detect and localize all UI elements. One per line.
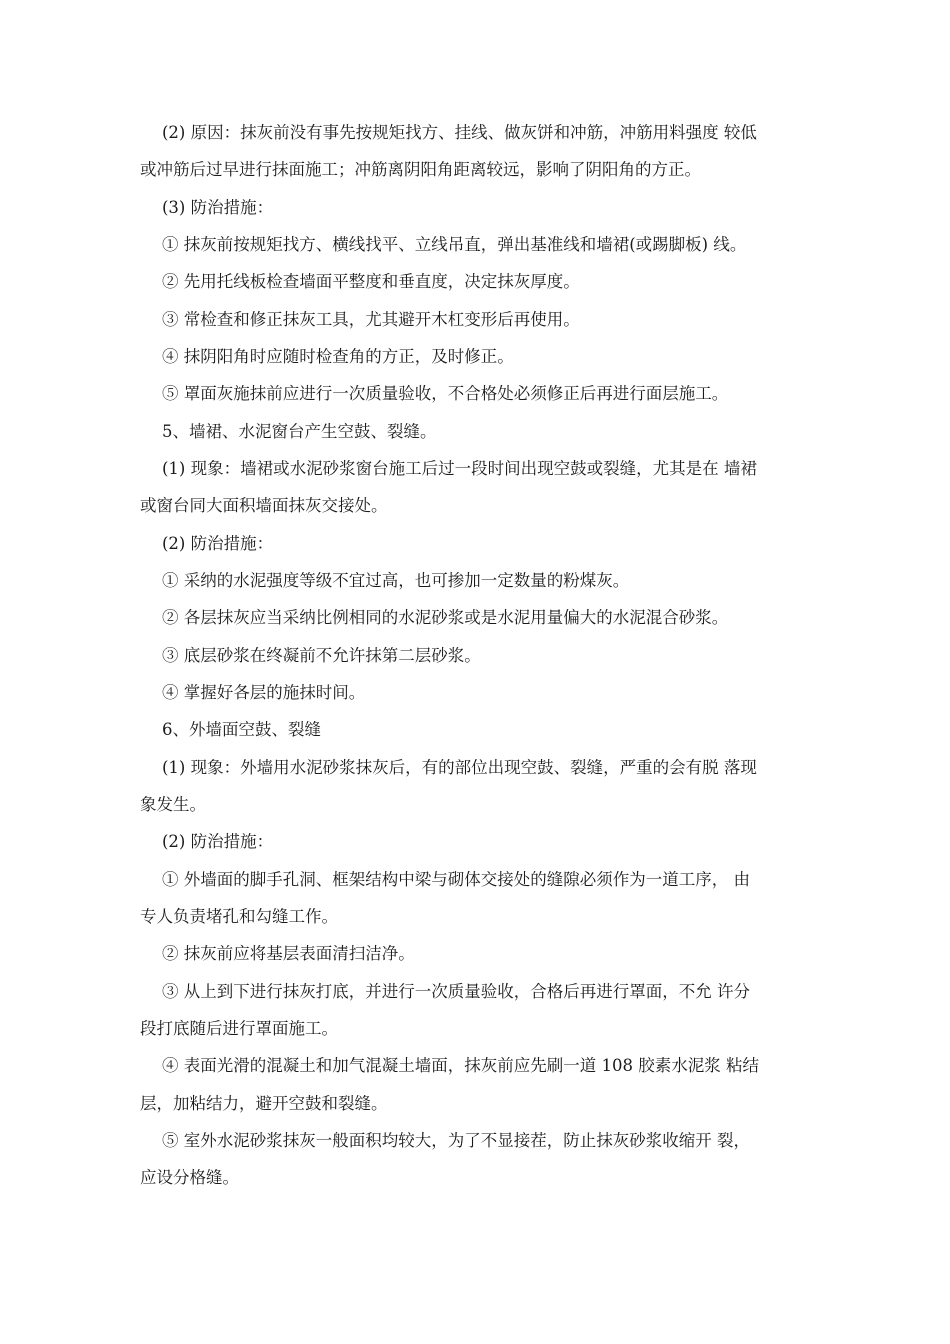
list-item xyxy=(140,226,820,263)
text-line xyxy=(140,749,820,786)
list-item xyxy=(140,338,820,375)
line-text: 或冲筋后过早进行抹面施工；冲筋离阴阳角距离较远，影响了阴阳角的方正。 xyxy=(140,160,701,179)
line-text: 层，加粘结力，避开空鼓和裂缝。 xyxy=(140,1094,388,1113)
text-line xyxy=(140,450,820,487)
list-item xyxy=(140,562,820,599)
line-text: ② 各层抹灰应当采纳比例相同的水泥砂浆或是水泥用量偏大的水泥混合砂浆。 xyxy=(162,608,729,627)
line-text: 段打底随后进行罩面施工。 xyxy=(140,1019,338,1038)
list-item xyxy=(140,263,820,300)
line-text: (2) 原因：抹灰前没有事先按规矩找方、挂线、做灰饼和冲筋，冲筋用料强度 较低 xyxy=(162,123,757,142)
line-text: ④ 抹阴阳角时应随时检查角的方正，及时修正。 xyxy=(162,347,514,366)
text-line xyxy=(140,151,820,188)
text-line xyxy=(140,786,820,823)
line-text: (3) 防治措施： xyxy=(162,198,274,217)
section-heading xyxy=(140,413,820,450)
text-line xyxy=(140,1010,820,1047)
text-line xyxy=(140,1159,820,1196)
section-heading xyxy=(140,189,820,226)
line-text: 或窗台同大面积墙面抹灰交接处。 xyxy=(140,496,388,515)
list-item xyxy=(140,301,820,338)
line-text: (2) 防治措施： xyxy=(162,832,274,851)
list-item xyxy=(140,1122,820,1159)
text-line xyxy=(140,1085,820,1122)
line-text: ⑤ 罩面灰施抹前应进行一次质量验收，不合格处必须修正后再进行面层施工。 xyxy=(162,384,729,403)
text-line xyxy=(140,487,820,524)
list-item xyxy=(140,935,820,972)
list-item xyxy=(140,375,820,412)
text-line xyxy=(140,114,820,151)
line-text: ① 采纳的水泥强度等级不宜过高，也可掺加一定数量的粉煤灰。 xyxy=(162,571,630,590)
line-text: ④ 表面光滑的混凝土和加气混凝土墙面，抹灰前应先刷一道 108 胶素水泥浆 粘结 xyxy=(162,1056,759,1075)
line-text: ④ 掌握好各层的施抹时间。 xyxy=(162,683,366,702)
section-heading xyxy=(140,525,820,562)
list-item xyxy=(140,973,820,1010)
line-text: ② 抹灰前应将基层表面清扫洁净。 xyxy=(162,944,415,963)
line-text: ② 先用托线板检查墙面平整度和垂直度，决定抹灰厚度。 xyxy=(162,272,580,291)
section-heading xyxy=(140,823,820,860)
line-text: (1) 现象：外墙用水泥砂浆抹灰后，有的部位出现空鼓、裂缝，严重的会有脱 落现 xyxy=(162,758,757,777)
list-item xyxy=(140,1047,820,1084)
line-text: 象发生。 xyxy=(140,795,206,814)
line-text: 应设分格缝。 xyxy=(140,1168,239,1187)
line-text: (1) 现象：墙裙或水泥砂浆窗台施工后过一段时间出现空鼓或裂缝，尤其是在 墙裙 xyxy=(162,459,757,478)
text-line xyxy=(140,898,820,935)
line-text: ⑤ 室外水泥砂浆抹灰一般面积均较大，为了不显接茬，防止抹灰砂浆收缩开 裂， xyxy=(162,1131,750,1150)
line-text: 5、墙裙、水泥窗台产生空鼓、裂缝。 xyxy=(162,422,437,441)
line-text: ③ 底层砂浆在终凝前不允许抹第二层砂浆。 xyxy=(162,646,481,665)
list-item xyxy=(140,674,820,711)
line-text: ③ 从上到下进行抹灰打底，并进行一次质量验收，合格后再进行罩面，不允 许分 xyxy=(162,982,750,1001)
line-text: ③ 常检查和修正抹灰工具，尤其避开木杠变形后再使用。 xyxy=(162,310,580,329)
list-item xyxy=(140,637,820,674)
section-heading xyxy=(140,711,820,748)
list-item xyxy=(140,861,820,898)
list-item xyxy=(140,599,820,636)
line-text: 6、外墙面空鼓、裂缝 xyxy=(162,720,321,739)
line-text: ① 外墙面的脚手孔洞、框架结构中梁与砌体交接处的缝隙必须作为一道工序， 由 xyxy=(162,870,750,889)
line-text: ① 抹灰前按规矩找方、横线找平、立线吊直，弹出基准线和墙裙(或踢脚板) 线。 xyxy=(162,235,747,254)
line-text: (2) 防治措施： xyxy=(162,534,274,553)
line-text: 专人负责堵孔和勾缝工作。 xyxy=(140,907,338,926)
